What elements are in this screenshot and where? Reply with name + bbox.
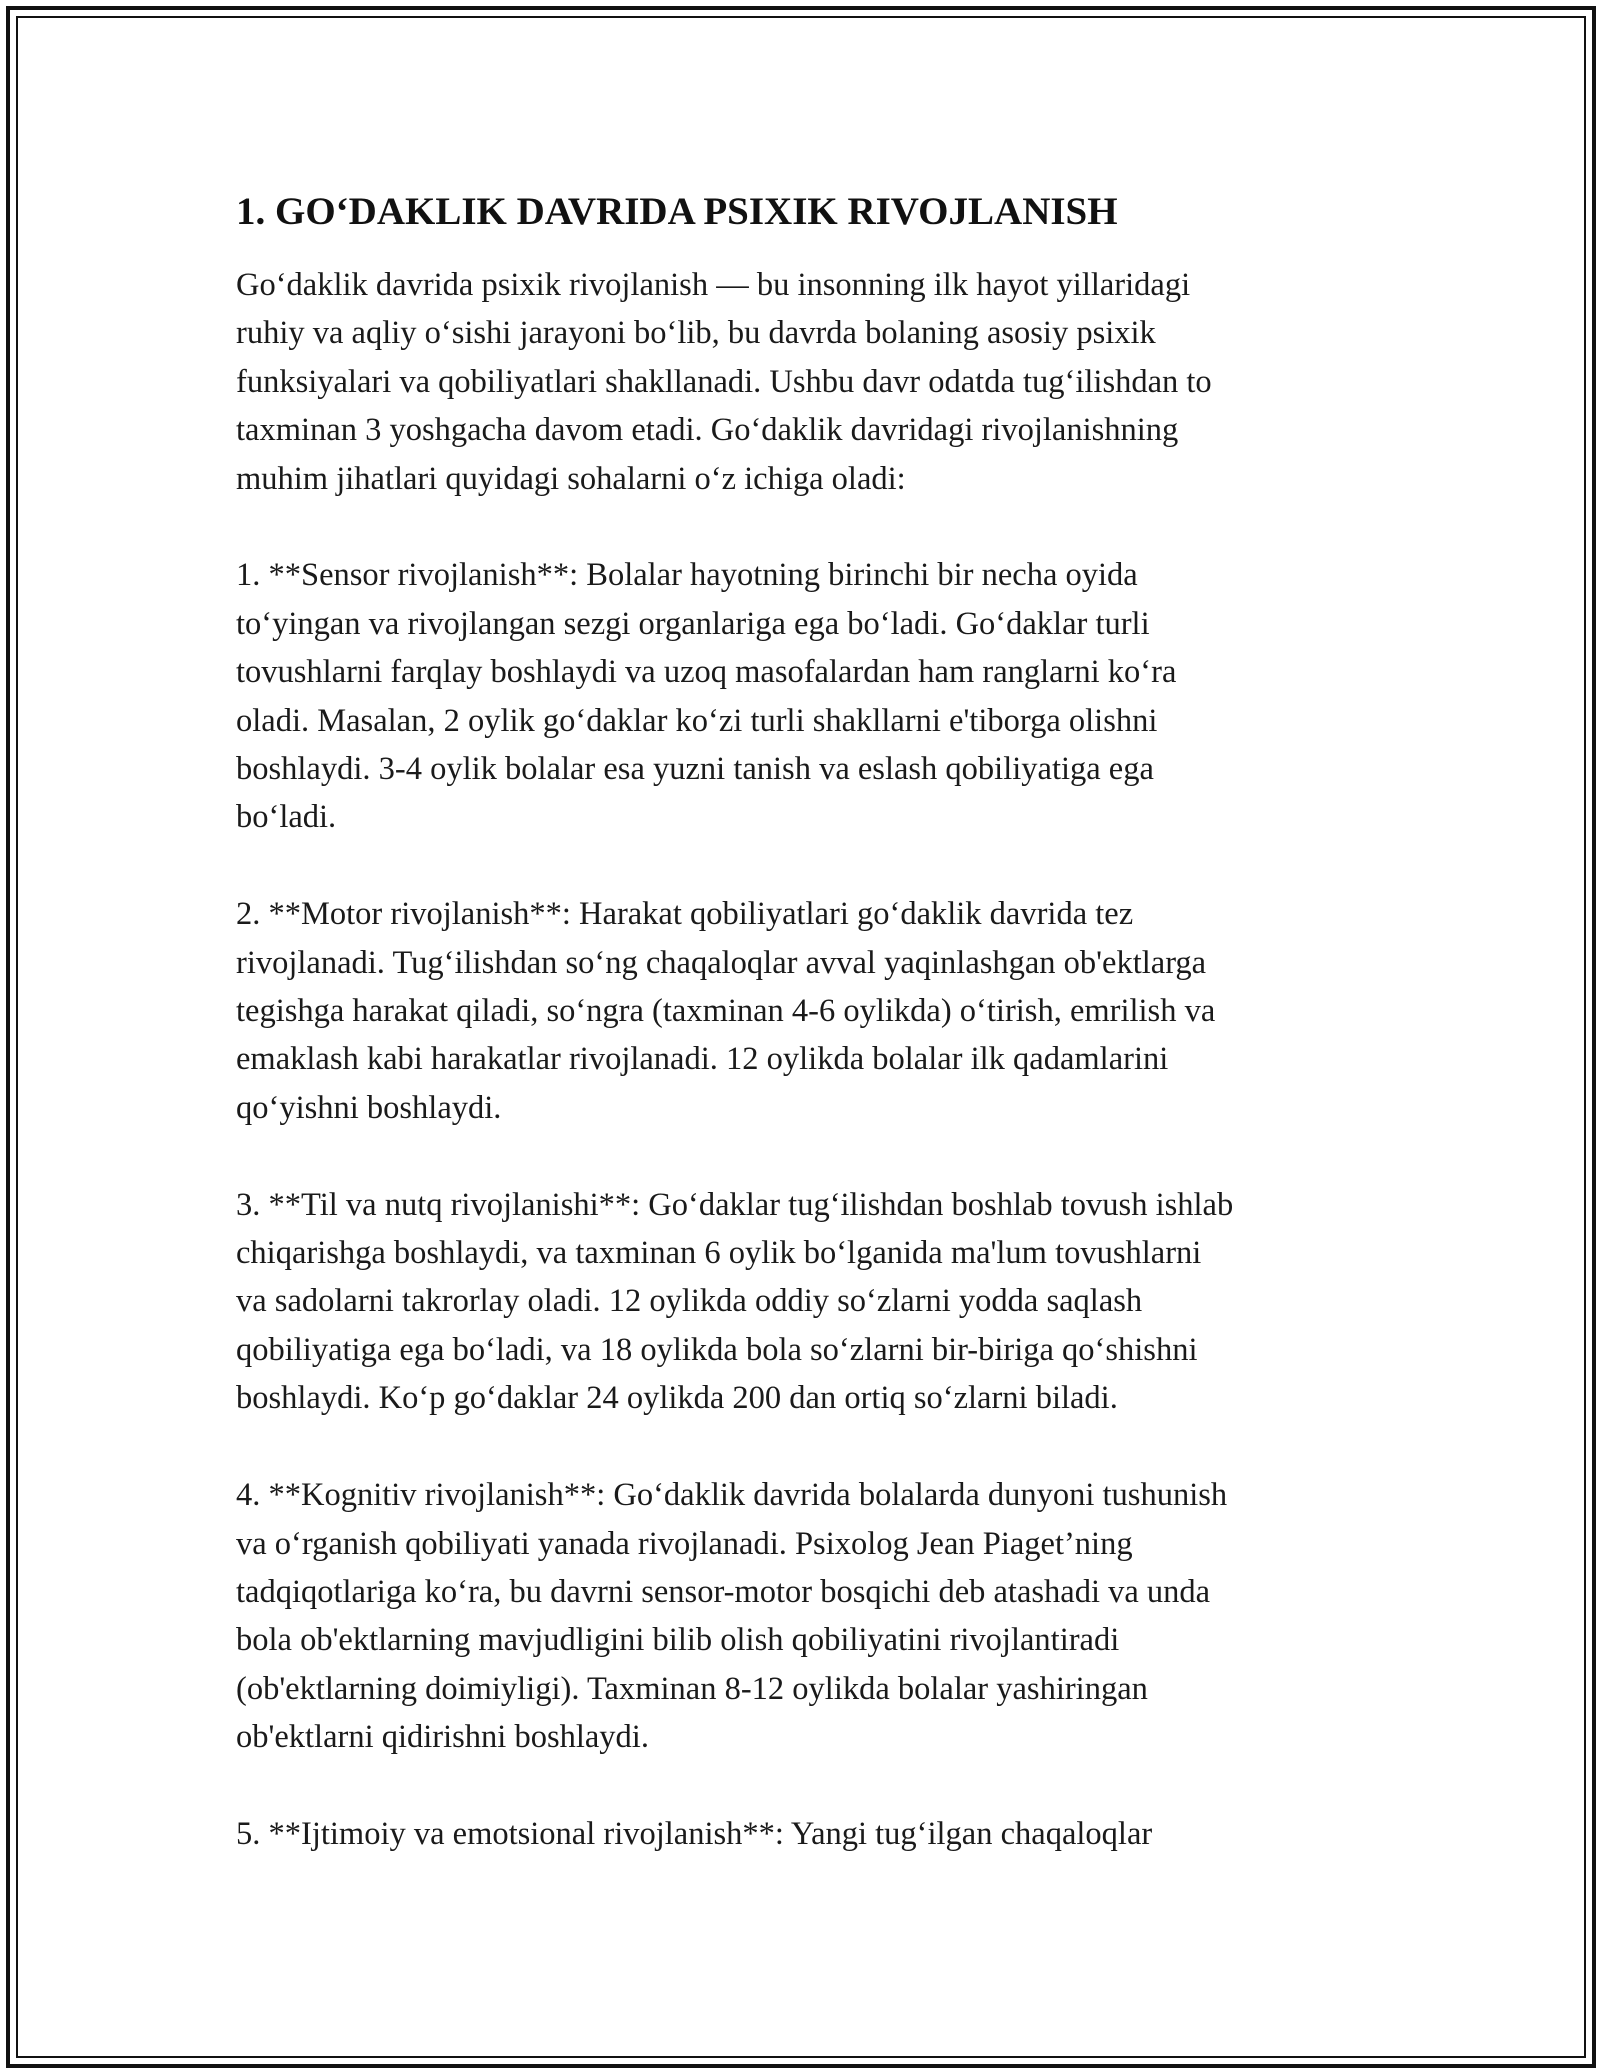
text-line: bo‘ladi. (236, 799, 337, 836)
text-line: tegishga harakat qiladi, so‘ngra (taxminan 4-6 oylikda) o‘tirish, emrilish va (236, 993, 1216, 1030)
text-line: Go‘daklik davrida psixik rivojlanish — bu insonning ilk hayot yillaridagi (236, 267, 1191, 303)
text-line: tadqiqotlariga ko‘ra, bu davrni sensor-motor bosqichi deb atashadi va unda (236, 1573, 1211, 1610)
text-line: chiqarishga boshlaydi, va taxminan 6 oylik bo‘lganida ma'lum tovushlarni (236, 1235, 1202, 1272)
text-line: bola ob'ektlarning mavjudligini bilib olish qobiliyatini rivojlantiradi (236, 1622, 1120, 1659)
text-line: ruhiy va aqliy o‘sishi jarayoni bo‘lib, bu davrda bolaning asosiy psixik (236, 315, 1156, 352)
text-line: tovushlarni farqlay boshlaydi va uzoq masofalardan ham ranglarni ko‘ra (236, 654, 1177, 691)
text-line: 4. **Kognitiv rivojlanish**: Go‘daklik davrida bolalarda dunyoni tushunish (236, 1477, 1228, 1514)
text-line: funksiyalari va qobiliyatlari shakllanadi. Ushbu davr odatda tug‘ilishdan to (236, 363, 1212, 400)
document-heading: 1. GO‘DAKLIK DAVRIDA PSIXIK RIVOJLANISH (236, 190, 1118, 233)
text-line: 1. **Sensor rivojlanish**: Bolalar hayotning birinchi bir necha oyida (236, 557, 1138, 594)
text-line: 5. **Ijtimoiy va emotsional rivojlanish**: Yangi tug‘ilgan chaqaloqlar (236, 1815, 1153, 1852)
text-line: taxminan 3 yoshgacha davom etadi. Go‘daklik davridagi rivojlanishning (236, 412, 1179, 449)
text-line: to‘yingan va rivojlangan sezgi organlariga ega bo‘ladi. Go‘daklar turli (236, 605, 1150, 642)
document-body (236, 188, 1366, 1907)
text-line: qobiliyatiga ega bo‘ladi, va 18 oylikda bola so‘zlarni bir-biriga qo‘shishni (236, 1331, 1198, 1368)
paragraph-list (236, 261, 1366, 1858)
text-line: va sadolarni takrorlay oladi. 12 oylikda oddiy so‘zlarni yodda saqlash (236, 1283, 1143, 1320)
text-line: 3. **Til va nutq rivojlanishi**: Go‘daklar tug‘ilishdan boshlab tovush ishlab (236, 1186, 1234, 1223)
text-line: (ob'ektlarning doimiyligi). Taxminan 8-12 oylikda bolalar yashiringan (236, 1670, 1148, 1707)
paragraph (236, 1181, 1366, 1423)
text-line: emaklash kabi harakatlar rivojlanadi. 12 oylikda bolalar ilk qadamlarini (236, 1041, 1169, 1078)
text-line: oladi. Masalan, 2 oylik go‘daklar ko‘zi turli shakllarni e'tiborga olishni (236, 702, 1158, 739)
paragraph (236, 551, 1366, 841)
text-line: va o‘rganish qobiliyati yanada rivojlanadi. Psixolog Jean Piaget’ning (236, 1525, 1133, 1562)
paragraph (236, 261, 1366, 503)
paragraph (236, 1471, 1366, 1761)
paragraph (236, 890, 1366, 1132)
text-line: boshlaydi. 3-4 oylik bolalar esa yuzni tanish va eslash qobiliyatiga ega (236, 751, 1154, 788)
text-line: qo‘yishni boshlaydi. (236, 1089, 502, 1126)
text-line: 2. **Motor rivojlanish**: Harakat qobiliyatlari go‘daklik davrida tez (236, 896, 1134, 933)
text-line: rivojlanadi. Tug‘ilishdan so‘ng chaqaloqlar avval yaqinlashgan ob'ektlarga (236, 944, 1207, 981)
paragraph (236, 1810, 1366, 1858)
text-line: boshlaydi. Ko‘p go‘daklar 24 oylikda 200 dan ortiq so‘zlarni biladi. (236, 1380, 1118, 1417)
text-line: ob'ektlarni qidirishni boshlaydi. (236, 1719, 649, 1756)
text-line: muhim jihatlari quyidagi sohalarni o‘z ichiga oladi: (236, 460, 906, 497)
